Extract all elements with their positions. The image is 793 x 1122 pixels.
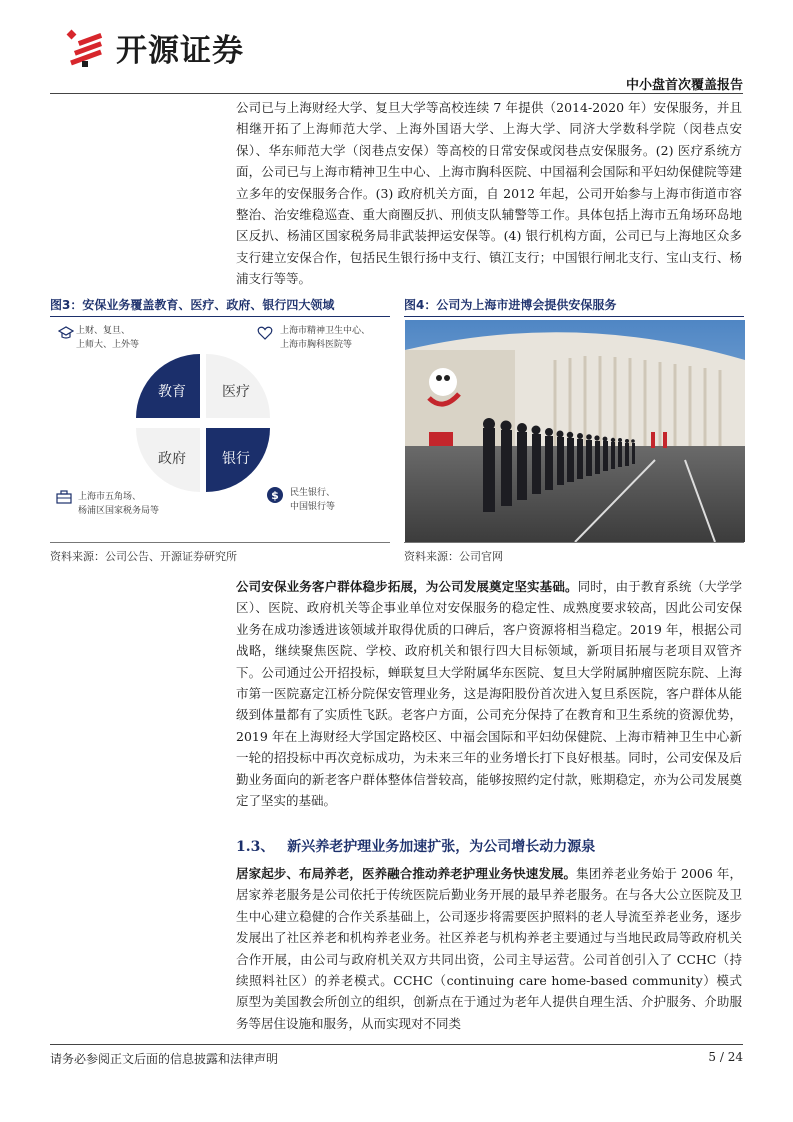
label-medical: 上海市精神卫生中心、 上海市胸科医院等 [280,326,371,350]
figure3-title-rule [50,316,390,317]
figure4-title: 图4：公司为上海市进博会提供安保服务 [404,298,617,312]
footer-divider [50,1044,743,1045]
brand-name: 开源证券 [116,32,244,69]
label-government: 上海市五角场、 杨浦区国家税务局等 [78,492,160,516]
page-number: 5 / 24 [708,1050,743,1064]
figure3-title: 图3：安保业务覆盖教育、医疗、政府、银行四大领域 [50,298,335,312]
section-heading [236,836,595,856]
logo-mark-icon [64,25,108,69]
paragraph-bottom [236,863,742,1034]
label-education: 上财、复旦、 上师大、上外等 [76,326,140,350]
label-bank: 民生银行、 中国银行等 [290,488,336,512]
report-type: 中小盘首次覆盖报告 [625,78,743,93]
figure4-title-rule [404,316,744,317]
petal-education-label: 教育 [158,384,186,400]
paragraph-mid-text: 同时，由于教育系统（大学学区）、医院、政府机关等企事业单位对安保服务的稳定性、成熟度要求较高，因此公司安保业务在成功渗透进该领域并取得优质的口碑后，客户资源将相当稳定。2019 年，根据公司战略，继续聚焦医院、学校、政府机关和银行四大目标领域，新项目拓展与老项目双管齐下。公司通过公开招投标，蝉联复旦大学附属华东医院、复旦大学附属肿瘤医院东院、上海市第一医院嘉定江桥分院保安管理业务，这是海阳股份首次进入复旦系医院，客户群体从能级到体量都有了实质性飞跃。老客户方面，公司充分保持了在教育和卫生系统的资源优势，2019 年在上海财经大学国定路校区、中福会国际和平妇幼保健院、上海市精神卫生中心新一轮的招投标中再次竞标成功，为未来三年的业务增长打下良好根基。同时，公司安保及后勤业务面向的新老客户群体整体信誉较高，能够按照约定付款，账期稳定，亦为公司发展奠定了坚实的基础。 [236,579,742,809]
briefcase-icon [56,490,72,504]
section-number: 1.3、 [236,839,275,855]
paragraph-top: 公司已与上海财经大学、复旦大学等高校连续 7 年提供（2014-2020 年）安保服务，并且相继开拓了上海师范大学、上海外国语大学、上海大学、同济大学数科学院（闵巷点安保）、华东师范大学（闵巷点安保）等高校的日常安保或闵巷点安保服务。(2) 医疗系统方面，公司已与上海市精神卫生中心、上海市胸科医院、中国福利会国际和平妇幼保健院等建立多年的安保服务合作。(3) 政府机关方面，自 2012 年起，公司开始参与上海市街道市容整治、治安维稳巡查、重大商圈反扒、刑侦支队辅警等工作。具体包括上海市五角场环岛地区反扒、杨浦区国家税务局非武装押运安保等。(4) 银行机构方面，公司已与上海地区众多支行建立安保合作，包括民生银行扬中支行、镇江支行；中国银行闸北支行、宝山支行、杨浦支行等等。 [236,100,742,287]
figure4-bottom-rule [404,542,744,543]
figure3-source: 资料来源：公司公告、开源证券研究所 [50,550,237,563]
heart-icon [257,326,273,340]
petal-bank-label: 银行 [222,451,250,467]
brand-logo [64,22,244,72]
header-divider [50,93,743,94]
petal-government-label: 政府 [158,451,186,467]
figure3-diagram [50,318,390,540]
svg-text:$: $ [271,489,279,502]
paragraph-mid-lead: 公司安保业务客户群体稳步拓展，为公司发展奠定坚实基础。 [236,579,578,594]
footer-disclaimer: 请务必参阅正文后面的信息披露和法律声明 [50,1052,279,1066]
figure4-photo [405,320,745,542]
paragraph-mid [236,576,742,811]
figure3-bottom-rule [50,542,390,543]
section-title: 新兴养老护理业务加速扩张，为公司增长动力源泉 [287,839,596,855]
paragraph-bottom-lead: 居家起步、布局养老，医养融合推动养老护理业务快速发展。 [236,866,577,881]
graduation-cap-icon [58,326,74,340]
four-petal-diagram [132,350,274,496]
petal-medical-label: 医疗 [222,384,250,400]
paragraph-bottom-text: 集团养老业务始于 2006 年，居家养老服务是公司依托于传统医院后勤业务开展的最早养老服务。在与各大公立医院及卫生中心建立稳健的合作关系基础上，公司逐步将需要医护照料的老人导流至养老业务，逐步发展出了社区养老和机构养老业务。社区养老与机构养老主要通过与当地民政局等政府机关合作开展，由公司与政府机关双方共同出资，公司主导运营。公司首创引入了 CCHC（持续照料社区）的养老模式。CCHC（continuing care home-based community）模式原型为美国教会所创立的组织，创新点在于通过为老年人提供自理生活、介护服务、介助服务等居住设施和服务，从而实现对不同类 [236,866,742,1031]
figure4-source: 资料来源：公司官网 [404,550,503,563]
